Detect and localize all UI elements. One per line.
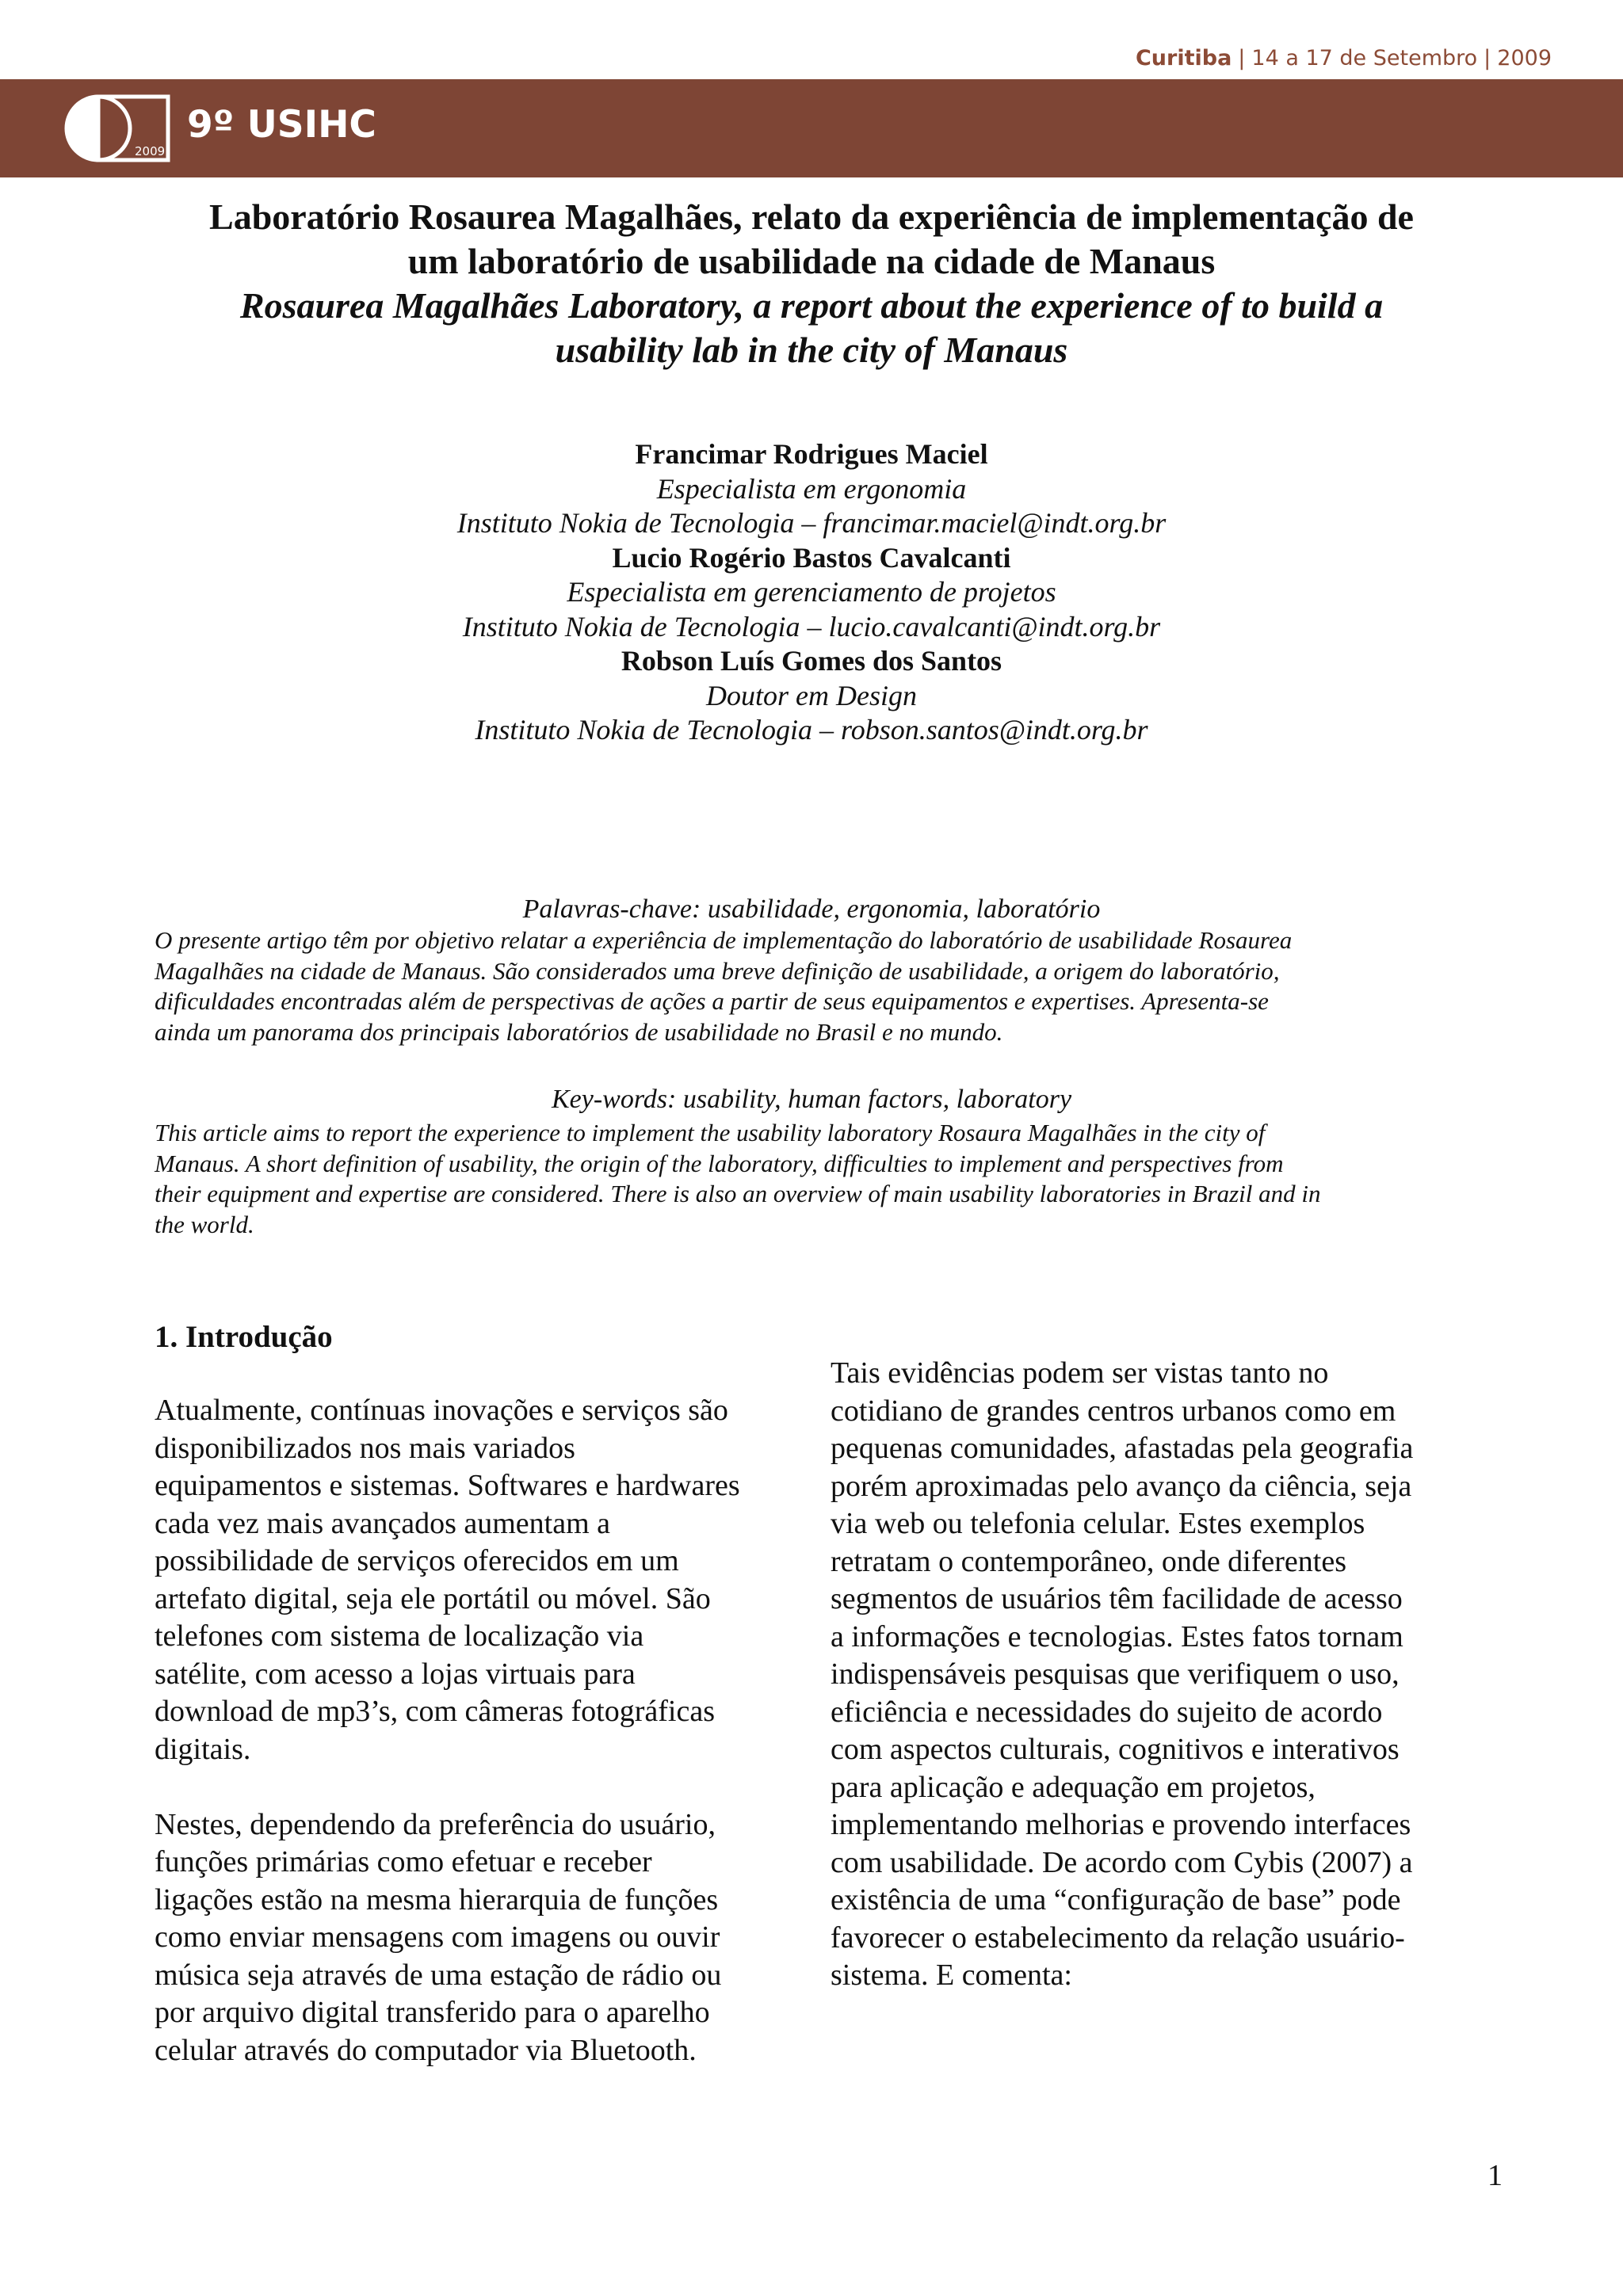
- body-line: telefones com sistema de localização via: [155, 1619, 644, 1653]
- abstract-line: ainda um panorama dos principais laboratórios de usabilidade no Brasil e no mundo.: [155, 1017, 1003, 1046]
- body-line: equipamentos e sistemas. Softwares e hardwares: [155, 1469, 740, 1502]
- author-role: Especialista em gerenciamento de projetos: [567, 576, 1056, 608]
- author-affiliation: Instituto Nokia de Tecnologia – robson.santos@indt.org.br: [475, 714, 1148, 746]
- author-name: Francimar Rodrigues Maciel: [635, 438, 988, 470]
- keywords-english: Key-words: usability, human factors, laboratory: [551, 1085, 1072, 1114]
- abstract-portuguese: [155, 925, 1502, 1047]
- body-paragraph: [155, 1806, 804, 2070]
- abstract-line: Magalhães na cidade de Manaus. São considerados uma breve definição de usabilidade, a origem do laboratório,: [155, 956, 1280, 985]
- body-line: música seja através de uma estação de rádio ou: [155, 1958, 722, 1992]
- body-line: eficiência e necessidades do sujeito de acordo: [831, 1695, 1383, 1729]
- body-line: Tais evidências podem ser vistas tanto no: [831, 1356, 1329, 1390]
- title-line: Rosaurea Magalhães Laboratory, a report about the experience of to build a: [239, 285, 1384, 326]
- body-column-left: [155, 1392, 804, 2069]
- event-year: 2009: [1497, 46, 1552, 71]
- page-number: 1: [1487, 2159, 1503, 2192]
- body-line: indispensáveis pesquisas que verifiquem o uso,: [831, 1657, 1400, 1691]
- event-dateline: [1136, 46, 1552, 71]
- body-line: como enviar mensagens com imagens ou ouvir: [155, 1920, 720, 1954]
- keywords-portuguese: Palavras-chave: usabilidade, ergonomia, laboratório: [522, 894, 1101, 924]
- dateline-separator: |: [1484, 46, 1491, 71]
- body-line: existência de uma “configuração de base” pode: [831, 1883, 1401, 1917]
- abstract-line: Manaus. A short definition of usability, the origin of the laboratory, difficulties to implement and perspectives from: [155, 1149, 1284, 1177]
- abstract-line: their equipment and expertise are considered. There is also an overview of main usability laboratories in Brazil and in: [155, 1180, 1321, 1207]
- body-line: favorecer o estabelecimento da relação usuário-: [831, 1920, 1405, 1955]
- body-line: artefato digital, seja ele portátil ou móvel. São: [155, 1581, 711, 1615]
- abstract-line: This article aims to report the experience to implement the usability laboratory Rosaura Magalhães in the city of: [155, 1119, 1266, 1146]
- body-line: com aspectos culturais, cognitivos e interativos: [831, 1733, 1400, 1766]
- author-name: Lucio Rogério Bastos Cavalcanti: [612, 541, 1011, 574]
- body-line: possibilidade de serviços oferecidos em um: [155, 1544, 679, 1577]
- body-paragraph: [155, 1392, 804, 1768]
- author-block: [103, 541, 1520, 645]
- body-line: por arquivo digital transferido para o aparelho: [155, 1996, 710, 2029]
- body-line: ligações estão na mesma hierarquia de funções: [155, 1882, 719, 1917]
- section-heading-introduction: 1. Introdução: [155, 1320, 333, 1354]
- abstract-line: dificuldades encontradas além de perspectivas de ações a partir de seus equipamentos e expertises. Apresenta-se: [155, 987, 1269, 1015]
- author-affiliation: Instituto Nokia de Tecnologia – francimar.maciel@indt.org.br: [456, 507, 1167, 539]
- conference-title: 9º USIHC: [187, 103, 376, 147]
- body-paragraph: [831, 1355, 1480, 1995]
- body-line: implementando melhorias e provendo interfaces: [831, 1808, 1411, 1841]
- event-city: Curitiba: [1135, 46, 1232, 71]
- body-line: sistema. E comenta:: [831, 1958, 1072, 1992]
- body-line: para aplicação e adequação em projetos,: [831, 1770, 1316, 1804]
- author-name: Robson Luís Gomes dos Santos: [621, 645, 1002, 677]
- paper-title-portuguese: [103, 195, 1520, 284]
- body-line: pequenas comunidades, afastadas pela geografia: [831, 1432, 1414, 1465]
- author-affiliation: Instituto Nokia de Tecnologia – lucio.cavalcanti@indt.org.br: [462, 610, 1161, 643]
- body-line: Nestes, dependendo da preferência do usuário,: [155, 1807, 716, 1841]
- dateline-separator: |: [1238, 46, 1246, 71]
- body-line: digitais.: [155, 1732, 251, 1766]
- body-line: porém aproximadas pelo avanço da ciência, seja: [831, 1469, 1412, 1503]
- conference-banner: [0, 79, 1623, 177]
- logo-year: 2009: [135, 144, 166, 158]
- body-line: satélite, com acesso a lojas virtuais para: [155, 1657, 636, 1691]
- abstract-english: [155, 1118, 1502, 1240]
- author-role: Doutor em Design: [706, 679, 917, 711]
- abstract-line: the world.: [155, 1210, 254, 1238]
- body-line: via web ou telefonia celular. Estes exemplos: [831, 1507, 1365, 1540]
- body-line: disponibilizados nos mais variados: [155, 1431, 575, 1465]
- author-role: Especialista em ergonomia: [656, 472, 967, 505]
- body-line: Atualmente, contínuas inovações e serviços são: [155, 1394, 728, 1427]
- author-block: [103, 437, 1520, 541]
- body-line: download de mp3’s, com câmeras fotográficas: [155, 1695, 715, 1728]
- body-column-right: [831, 1355, 1480, 1995]
- title-line: usability lab in the city of Manaus: [555, 330, 1068, 370]
- event-dates: 14 a 17 de Setembro: [1251, 46, 1478, 71]
- body-line: segmentos de usuários têm facilidade de acesso: [831, 1582, 1403, 1615]
- body-line: celular através do computador via Bluetooth.: [155, 2033, 697, 2067]
- abstract-line: O presente artigo têm por objetivo relatar a experiência de implementação do laboratório de usabilidade Rosaurea: [155, 926, 1293, 954]
- body-line: funções primárias como efetuar e receber: [155, 1845, 652, 1878]
- body-line: a informações e tecnologias. Estes fatos tornam: [831, 1619, 1403, 1653]
- author-block: [103, 644, 1520, 748]
- conference-logo-icon: [63, 93, 173, 163]
- title-line: Laboratório Rosaurea Magalhães, relato da experiência de implementação de: [209, 196, 1414, 237]
- title-line: um laboratório de usabilidade na cidade de Manaus: [407, 241, 1216, 281]
- body-line: cada vez mais avançados aumentam a: [155, 1506, 610, 1540]
- author-list: [103, 437, 1520, 748]
- body-line: retratam o contemporâneo, onde diferentes: [831, 1544, 1346, 1578]
- body-line: cotidiano de grandes centros urbanos como em: [831, 1394, 1396, 1428]
- paper-title-english: [103, 284, 1520, 372]
- body-line: com usabilidade. De acordo com Cybis (2007) a: [831, 1845, 1413, 1879]
